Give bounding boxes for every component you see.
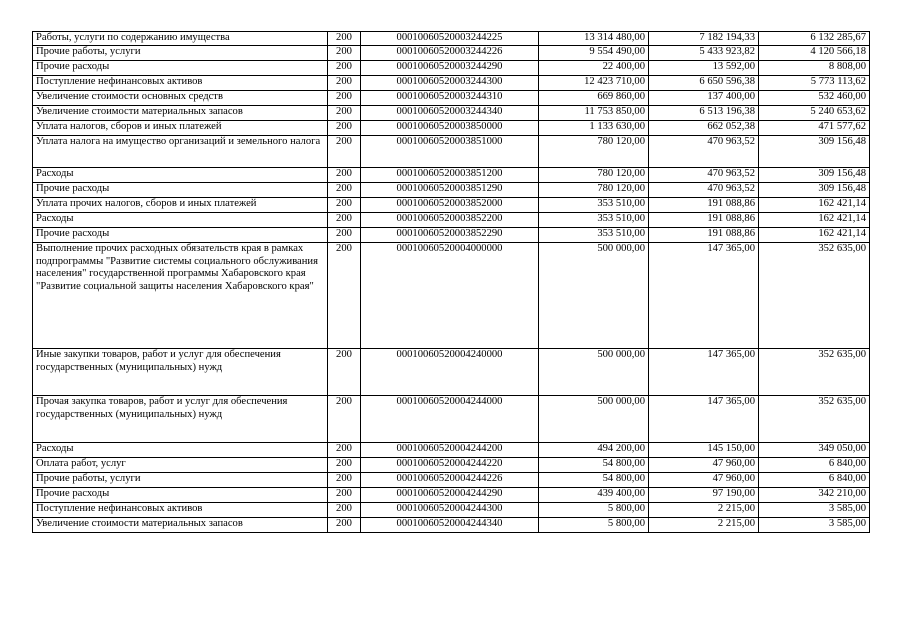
table-row bbox=[33, 396, 870, 443]
row-executed-amount-cell: 47 960,00 bbox=[649, 458, 759, 473]
row-name-cell: Расходы bbox=[33, 168, 328, 183]
row-kbk-cell: 00010060520003244226 bbox=[361, 46, 539, 61]
row-kbk-cell: 00010060520004244200 bbox=[361, 443, 539, 458]
row-executed-amount-cell: 191 088,86 bbox=[649, 228, 759, 243]
row-executed-amount-cell: 147 365,00 bbox=[649, 349, 759, 396]
row-code-cell: 200 bbox=[328, 183, 361, 198]
row-executed-amount-cell: 191 088,86 bbox=[649, 198, 759, 213]
table-row bbox=[33, 243, 870, 349]
row-name-cell: Прочие расходы bbox=[33, 61, 328, 76]
row-kbk-cell: 00010060520003244340 bbox=[361, 106, 539, 121]
row-code-cell: 200 bbox=[328, 243, 361, 349]
budget-execution-table bbox=[32, 31, 870, 533]
table-row bbox=[33, 61, 870, 76]
row-kbk-cell: 00010060520003244300 bbox=[361, 76, 539, 91]
row-kbk-cell: 00010060520003244290 bbox=[361, 61, 539, 76]
row-approved-amount-cell: 353 510,00 bbox=[539, 228, 649, 243]
row-approved-amount-cell: 54 800,00 bbox=[539, 473, 649, 488]
row-kbk-cell: 00010060520003852200 bbox=[361, 213, 539, 228]
row-unexecuted-amount-cell: 349 050,00 bbox=[759, 443, 870, 458]
row-name-cell: Расходы bbox=[33, 443, 328, 458]
row-kbk-cell: 00010060520004244300 bbox=[361, 503, 539, 518]
row-kbk-cell: 00010060520003852000 bbox=[361, 198, 539, 213]
table-body bbox=[33, 32, 870, 533]
row-name-cell: Выполнение прочих расходных обязательств края в рамках подпрограммы "Развитие системы социального обслуживания населения" государственной программы Хабаровского края "Развитие социальной защиты населения Хабаровского края" bbox=[33, 243, 328, 349]
table-row bbox=[33, 458, 870, 473]
row-code-cell: 200 bbox=[328, 76, 361, 91]
row-kbk-cell: 00010060520004244226 bbox=[361, 473, 539, 488]
row-approved-amount-cell: 9 554 490,00 bbox=[539, 46, 649, 61]
row-unexecuted-amount-cell: 3 585,00 bbox=[759, 518, 870, 533]
row-code-cell: 200 bbox=[328, 198, 361, 213]
table-row bbox=[33, 168, 870, 183]
row-code-cell: 200 bbox=[328, 106, 361, 121]
row-executed-amount-cell: 147 365,00 bbox=[649, 243, 759, 349]
row-unexecuted-amount-cell: 352 635,00 bbox=[759, 243, 870, 349]
row-name-cell: Уплата налогов, сборов и иных платежей bbox=[33, 121, 328, 136]
row-executed-amount-cell: 7 182 194,33 bbox=[649, 32, 759, 46]
row-kbk-cell: 00010060520003851000 bbox=[361, 136, 539, 168]
row-approved-amount-cell: 500 000,00 bbox=[539, 243, 649, 349]
row-kbk-cell: 00010060520003851200 bbox=[361, 168, 539, 183]
row-kbk-cell: 00010060520004244340 bbox=[361, 518, 539, 533]
row-code-cell: 200 bbox=[328, 458, 361, 473]
row-name-cell: Расходы bbox=[33, 213, 328, 228]
row-executed-amount-cell: 2 215,00 bbox=[649, 518, 759, 533]
row-code-cell: 200 bbox=[328, 518, 361, 533]
row-unexecuted-amount-cell: 6 132 285,67 bbox=[759, 32, 870, 46]
table-row bbox=[33, 503, 870, 518]
row-unexecuted-amount-cell: 532 460,00 bbox=[759, 91, 870, 106]
row-code-cell: 200 bbox=[328, 213, 361, 228]
table-row bbox=[33, 443, 870, 458]
budget-report-sheet bbox=[32, 31, 870, 533]
row-approved-amount-cell: 5 800,00 bbox=[539, 503, 649, 518]
row-approved-amount-cell: 780 120,00 bbox=[539, 136, 649, 168]
row-executed-amount-cell: 2 215,00 bbox=[649, 503, 759, 518]
row-code-cell: 200 bbox=[328, 32, 361, 46]
row-approved-amount-cell: 12 423 710,00 bbox=[539, 76, 649, 91]
table-row bbox=[33, 106, 870, 121]
table-row bbox=[33, 213, 870, 228]
row-code-cell: 200 bbox=[328, 136, 361, 168]
row-approved-amount-cell: 13 314 480,00 bbox=[539, 32, 649, 46]
row-name-cell: Оплата работ, услуг bbox=[33, 458, 328, 473]
table-row bbox=[33, 32, 870, 46]
table-row bbox=[33, 136, 870, 168]
row-unexecuted-amount-cell: 162 421,14 bbox=[759, 198, 870, 213]
row-executed-amount-cell: 662 052,38 bbox=[649, 121, 759, 136]
row-approved-amount-cell: 54 800,00 bbox=[539, 458, 649, 473]
table-row bbox=[33, 349, 870, 396]
row-kbk-cell: 00010060520004244290 bbox=[361, 488, 539, 503]
row-executed-amount-cell: 6 513 196,38 bbox=[649, 106, 759, 121]
row-executed-amount-cell: 137 400,00 bbox=[649, 91, 759, 106]
row-name-cell: Поступление нефинансовых активов bbox=[33, 76, 328, 91]
row-name-cell: Прочая закупка товаров, работ и услуг для обеспечения государственных (муниципальных) нужд bbox=[33, 396, 328, 443]
table-row bbox=[33, 76, 870, 91]
row-name-cell: Поступление нефинансовых активов bbox=[33, 503, 328, 518]
row-name-cell: Увеличение стоимости материальных запасов bbox=[33, 106, 328, 121]
row-code-cell: 200 bbox=[328, 61, 361, 76]
table-row bbox=[33, 228, 870, 243]
table-row bbox=[33, 91, 870, 106]
row-name-cell: Прочие расходы bbox=[33, 488, 328, 503]
row-name-cell: Увеличение стоимости основных средств bbox=[33, 91, 328, 106]
table-row bbox=[33, 198, 870, 213]
row-approved-amount-cell: 22 400,00 bbox=[539, 61, 649, 76]
row-approved-amount-cell: 5 800,00 bbox=[539, 518, 649, 533]
row-name-cell: Уплата налога на имущество организаций и земельного налога bbox=[33, 136, 328, 168]
row-unexecuted-amount-cell: 471 577,62 bbox=[759, 121, 870, 136]
row-approved-amount-cell: 780 120,00 bbox=[539, 168, 649, 183]
row-unexecuted-amount-cell: 8 808,00 bbox=[759, 61, 870, 76]
row-executed-amount-cell: 191 088,86 bbox=[649, 213, 759, 228]
row-kbk-cell: 00010060520003851290 bbox=[361, 183, 539, 198]
row-kbk-cell: 00010060520003244310 bbox=[361, 91, 539, 106]
table-row bbox=[33, 488, 870, 503]
row-name-cell: Прочие расходы bbox=[33, 183, 328, 198]
row-code-cell: 200 bbox=[328, 228, 361, 243]
row-approved-amount-cell: 11 753 850,00 bbox=[539, 106, 649, 121]
row-unexecuted-amount-cell: 5 773 113,62 bbox=[759, 76, 870, 91]
row-approved-amount-cell: 1 133 630,00 bbox=[539, 121, 649, 136]
row-approved-amount-cell: 669 860,00 bbox=[539, 91, 649, 106]
row-approved-amount-cell: 780 120,00 bbox=[539, 183, 649, 198]
row-kbk-cell: 00010060520004244000 bbox=[361, 396, 539, 443]
row-kbk-cell: 00010060520004244220 bbox=[361, 458, 539, 473]
row-code-cell: 200 bbox=[328, 46, 361, 61]
row-unexecuted-amount-cell: 6 840,00 bbox=[759, 473, 870, 488]
row-approved-amount-cell: 494 200,00 bbox=[539, 443, 649, 458]
row-name-cell: Иные закупки товаров, работ и услуг для обеспечения государственных (муниципальных) нужд bbox=[33, 349, 328, 396]
row-approved-amount-cell: 353 510,00 bbox=[539, 213, 649, 228]
row-executed-amount-cell: 470 963,52 bbox=[649, 136, 759, 168]
row-approved-amount-cell: 353 510,00 bbox=[539, 198, 649, 213]
row-kbk-cell: 00010060520004000000 bbox=[361, 243, 539, 349]
row-name-cell: Уплата прочих налогов, сборов и иных платежей bbox=[33, 198, 328, 213]
row-name-cell: Работы, услуги по содержанию имущества bbox=[33, 32, 328, 46]
row-executed-amount-cell: 6 650 596,38 bbox=[649, 76, 759, 91]
table-row bbox=[33, 183, 870, 198]
row-kbk-cell: 00010060520003244225 bbox=[361, 32, 539, 46]
row-name-cell: Прочие расходы bbox=[33, 228, 328, 243]
row-unexecuted-amount-cell: 5 240 653,62 bbox=[759, 106, 870, 121]
row-executed-amount-cell: 470 963,52 bbox=[649, 183, 759, 198]
row-unexecuted-amount-cell: 162 421,14 bbox=[759, 213, 870, 228]
row-code-cell: 200 bbox=[328, 168, 361, 183]
row-code-cell: 200 bbox=[328, 503, 361, 518]
row-name-cell: Прочие работы, услуги bbox=[33, 473, 328, 488]
table-row bbox=[33, 121, 870, 136]
row-executed-amount-cell: 147 365,00 bbox=[649, 396, 759, 443]
row-name-cell: Прочие работы, услуги bbox=[33, 46, 328, 61]
row-unexecuted-amount-cell: 352 635,00 bbox=[759, 396, 870, 443]
row-name-cell: Увеличение стоимости материальных запасов bbox=[33, 518, 328, 533]
row-kbk-cell: 00010060520003850000 bbox=[361, 121, 539, 136]
row-executed-amount-cell: 5 433 923,82 bbox=[649, 46, 759, 61]
row-unexecuted-amount-cell: 309 156,48 bbox=[759, 136, 870, 168]
row-executed-amount-cell: 470 963,52 bbox=[649, 168, 759, 183]
row-unexecuted-amount-cell: 309 156,48 bbox=[759, 183, 870, 198]
row-unexecuted-amount-cell: 162 421,14 bbox=[759, 228, 870, 243]
table-row bbox=[33, 473, 870, 488]
row-approved-amount-cell: 500 000,00 bbox=[539, 349, 649, 396]
row-kbk-cell: 00010060520003852290 bbox=[361, 228, 539, 243]
row-code-cell: 200 bbox=[328, 488, 361, 503]
row-unexecuted-amount-cell: 4 120 566,18 bbox=[759, 46, 870, 61]
row-executed-amount-cell: 145 150,00 bbox=[649, 443, 759, 458]
row-executed-amount-cell: 47 960,00 bbox=[649, 473, 759, 488]
row-code-cell: 200 bbox=[328, 473, 361, 488]
row-kbk-cell: 00010060520004240000 bbox=[361, 349, 539, 396]
row-code-cell: 200 bbox=[328, 91, 361, 106]
row-unexecuted-amount-cell: 6 840,00 bbox=[759, 458, 870, 473]
row-unexecuted-amount-cell: 352 635,00 bbox=[759, 349, 870, 396]
row-unexecuted-amount-cell: 342 210,00 bbox=[759, 488, 870, 503]
row-unexecuted-amount-cell: 3 585,00 bbox=[759, 503, 870, 518]
row-code-cell: 200 bbox=[328, 349, 361, 396]
row-approved-amount-cell: 500 000,00 bbox=[539, 396, 649, 443]
row-code-cell: 200 bbox=[328, 121, 361, 136]
table-row bbox=[33, 46, 870, 61]
row-code-cell: 200 bbox=[328, 443, 361, 458]
row-executed-amount-cell: 97 190,00 bbox=[649, 488, 759, 503]
row-unexecuted-amount-cell: 309 156,48 bbox=[759, 168, 870, 183]
row-code-cell: 200 bbox=[328, 396, 361, 443]
row-executed-amount-cell: 13 592,00 bbox=[649, 61, 759, 76]
row-approved-amount-cell: 439 400,00 bbox=[539, 488, 649, 503]
table-row bbox=[33, 518, 870, 533]
